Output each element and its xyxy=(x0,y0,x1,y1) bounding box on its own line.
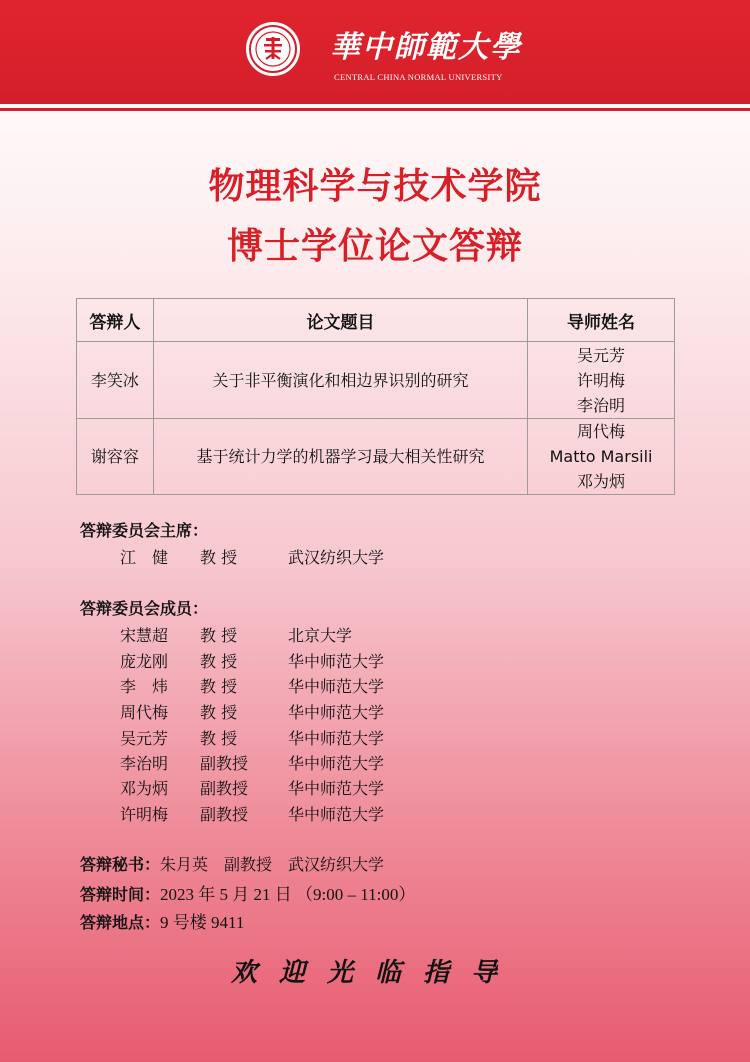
member-row xyxy=(120,751,520,777)
defense-table xyxy=(76,298,675,495)
chair-label: 答辩委员会主席： xyxy=(80,521,209,540)
member-name: 李治明 xyxy=(120,754,169,773)
member-title: 教 授 xyxy=(200,626,238,645)
member-row xyxy=(120,700,520,726)
university-seal-logo xyxy=(246,22,300,76)
advisor-list xyxy=(528,342,675,419)
time-row xyxy=(80,880,415,905)
member-org: 华中师范大学 xyxy=(288,805,385,824)
member-org: 华中师范大学 xyxy=(288,779,385,798)
member-title: 教 授 xyxy=(200,677,238,696)
place-label: 答辩地点： xyxy=(80,913,161,932)
page-title-school: 物理科学与技术学院 xyxy=(208,165,542,207)
thesis-title: 关于非平衡演化和相边界识别的研究 xyxy=(153,342,527,419)
member-name: 庞龙刚 xyxy=(120,652,169,671)
advisor-name: 邓为炳 xyxy=(577,472,626,491)
chair-title: 教 授 xyxy=(200,548,238,567)
advisor-name: 许明梅 xyxy=(577,370,626,390)
secretary-value: 朱月英 副教授 武汉纺织大学 xyxy=(160,855,385,874)
header-banner xyxy=(0,0,750,104)
table-header-row xyxy=(77,299,675,342)
candidate-name: 李笑冰 xyxy=(77,342,154,419)
member-org: 华中师范大学 xyxy=(288,703,385,722)
member-org: 华中师范大学 xyxy=(288,652,385,671)
member-title: 教 授 xyxy=(200,703,238,722)
member-row xyxy=(120,776,520,802)
chair-org: 武汉纺织大学 xyxy=(288,548,385,567)
member-row xyxy=(120,802,520,828)
column-header-candidate: 答辩人 xyxy=(77,299,154,342)
member-org: 华中师范大学 xyxy=(288,677,385,696)
chair-row xyxy=(120,545,520,571)
advisor-list xyxy=(528,419,675,495)
member-name: 邓为炳 xyxy=(120,779,169,798)
candidate-name: 谢容容 xyxy=(77,419,154,495)
university-name-en: CENTRAL CHINA NORMAL UNIVERSITY xyxy=(334,72,503,82)
member-org: 华中师范大学 xyxy=(288,754,385,773)
table-row xyxy=(77,342,675,419)
member-name: 许明梅 xyxy=(120,805,169,824)
member-row xyxy=(120,674,520,700)
member-name: 周代梅 xyxy=(120,703,169,722)
member-org: 北京大学 xyxy=(288,626,353,645)
advisor-name: 吴元芳 xyxy=(577,345,626,365)
member-title: 副教授 xyxy=(200,779,249,798)
member-title: 副教授 xyxy=(200,754,249,773)
members-label: 答辩委员会成员： xyxy=(80,599,209,618)
advisor-name: Matto Marsili xyxy=(549,447,653,466)
member-org: 华中师范大学 xyxy=(288,729,385,748)
page-title-event: 博士学位论文答辩 xyxy=(226,225,523,267)
university-name-zh: 華中師範大學 xyxy=(330,30,522,65)
member-title: 副教授 xyxy=(200,805,249,824)
time-label: 答辩时间： xyxy=(80,885,161,904)
member-name: 宋慧超 xyxy=(120,626,169,645)
column-header-thesis: 论文题目 xyxy=(153,299,527,342)
secretary-row xyxy=(80,852,384,875)
secretary-label: 答辩秘书： xyxy=(80,855,161,874)
member-name: 吴元芳 xyxy=(120,729,169,748)
member-row xyxy=(120,649,520,675)
advisor-name: 李治明 xyxy=(577,395,626,415)
member-name: 李 炜 xyxy=(120,677,169,696)
thesis-title: 基于统计力学的机器学习最大相关性研究 xyxy=(153,419,527,495)
member-title: 教 授 xyxy=(200,729,238,748)
chair-name: 江 健 xyxy=(120,548,169,567)
banner-divider xyxy=(0,108,750,111)
advisor-name: 周代梅 xyxy=(577,422,626,441)
column-header-advisor: 导师姓名 xyxy=(528,299,675,342)
member-row xyxy=(120,726,520,752)
member-title: 教 授 xyxy=(200,652,238,671)
member-row xyxy=(120,623,520,649)
table-row xyxy=(77,419,675,495)
time-value: 2023 年 5 月 21 日 （9:00 – 11:00） xyxy=(160,885,416,904)
welcome-message: 欢迎光临指导 xyxy=(230,958,519,988)
place-row xyxy=(80,908,244,933)
place-value: 9 号楼 9411 xyxy=(160,913,245,932)
